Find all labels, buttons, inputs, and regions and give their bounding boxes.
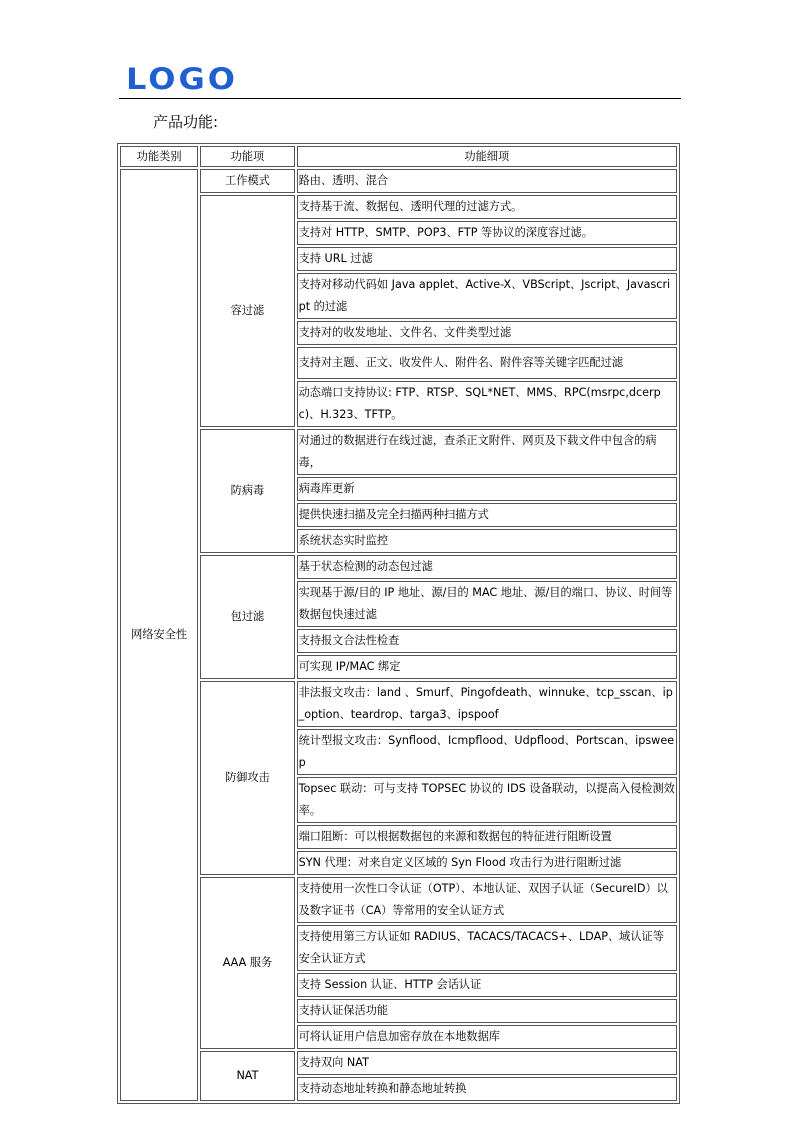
detail-cell: 支持动态地址转换和静态地址转换 (297, 1077, 677, 1101)
detail-cell: 支持对 HTTP、SMTP、POP3、FTP 等协议的深度容过滤。 (297, 221, 677, 245)
table-header-row (120, 146, 677, 167)
detail-cell: 系统状态实时监控 (297, 529, 677, 553)
detail-cell: 端口阻断：可以根据数据包的来源和数据包的特征进行阻断设置 (297, 825, 677, 849)
detail-cell: 对通过的数据进行在线过滤，查杀正文附件、网页及下载文件中包含的病毒， (297, 429, 677, 475)
table-row (120, 429, 677, 475)
item-cell: 包过滤 (200, 555, 294, 679)
detail-cell: 基于状态检测的动态包过滤 (297, 555, 677, 579)
table-row (120, 1051, 677, 1075)
item-cell: AAA 服务 (200, 877, 294, 1049)
detail-cell: 统计型报文攻击：Synflood、Icmpflood、Udpflood、Portscan、ipsweep (297, 729, 677, 775)
section-title: 产品功能: (153, 113, 219, 131)
detail-cell: 支持使用第三方认证如 RADIUS、TACACS/TACACS+、LDAP、域认证等安全认证方式 (297, 925, 677, 971)
item-cell: 容过滤 (200, 195, 294, 427)
detail-cell: 可将认证用户信息加密存放在本地数据库 (297, 1025, 677, 1049)
detail-cell: SYN 代理：对来自定义区域的 Syn Flood 攻击行为进行阻断过滤 (297, 851, 677, 875)
category-cell: 网络安全性 (120, 169, 198, 1101)
table-row (120, 555, 677, 579)
detail-cell: 动态端口支持协议: FTP、RTSP、SQL*NET、MMS、RPC(msrpc,dcerpc)、H.323、TFTP。 (297, 381, 677, 427)
column-header: 功能项 (200, 146, 294, 167)
detail-cell: 支持 Session 认证、HTTP 会话认证 (297, 973, 677, 997)
item-cell: 防病毒 (200, 429, 294, 553)
detail-cell: 支持基于流、数据包、透明代理的过滤方式。 (297, 195, 677, 219)
column-header: 功能类别 (120, 146, 198, 167)
detail-cell: Topsec 联动：可与支持 TOPSEC 协议的 IDS 设备联动，以提高入侵检测效率。 (297, 777, 677, 823)
detail-cell: 支持 URL 过滤 (297, 247, 677, 271)
detail-cell: 非法报文攻击：land 、Smurf、Pingofdeath、winnuke、tcp_sscan、ip_option、teardrop、targa3、ipspoof (297, 681, 677, 727)
detail-cell: 实现基于源/目的 IP 地址、源/目的 MAC 地址、源/目的端口、协议、时间等数据包快速过滤 (297, 581, 677, 627)
table-row (120, 195, 677, 219)
detail-cell: 路由、透明、混合 (297, 169, 677, 193)
header-divider (119, 98, 681, 99)
detail-cell: 支持使用一次性口令认证（OTP）、本地认证、双因子认证（SecureID）以及数字证书（CA）等常用的安全认证方式 (297, 877, 677, 923)
detail-cell: 提供快速扫描及完全扫描两种扫描方式 (297, 503, 677, 527)
detail-cell: 支持报文合法性检查 (297, 629, 677, 653)
table-row (120, 681, 677, 727)
detail-cell: 病毒库更新 (297, 477, 677, 501)
table-row (120, 877, 677, 923)
detail-cell: 支持对移动代码如 Java applet、Active-X、VBScript、Jscript、Javascript 的过滤 (297, 273, 677, 319)
item-cell: 防御攻击 (200, 681, 294, 875)
detail-cell: 支持对主题、正文、收发件人、附件名、附件容等关键字匹配过滤 (297, 347, 677, 379)
table-row (120, 169, 677, 193)
detail-cell: 支持对的收发地址、文件名、文件类型过滤 (297, 321, 677, 345)
detail-cell: 支持认证保活功能 (297, 999, 677, 1023)
logo: LOGO (126, 61, 238, 97)
detail-cell: 可实现 IP/MAC 绑定 (297, 655, 677, 679)
column-header: 功能细项 (297, 146, 677, 167)
feature-table (117, 143, 680, 1104)
detail-cell: 支持双向 NAT (297, 1051, 677, 1075)
item-cell: NAT (200, 1051, 294, 1101)
item-cell: 工作模式 (200, 169, 294, 193)
